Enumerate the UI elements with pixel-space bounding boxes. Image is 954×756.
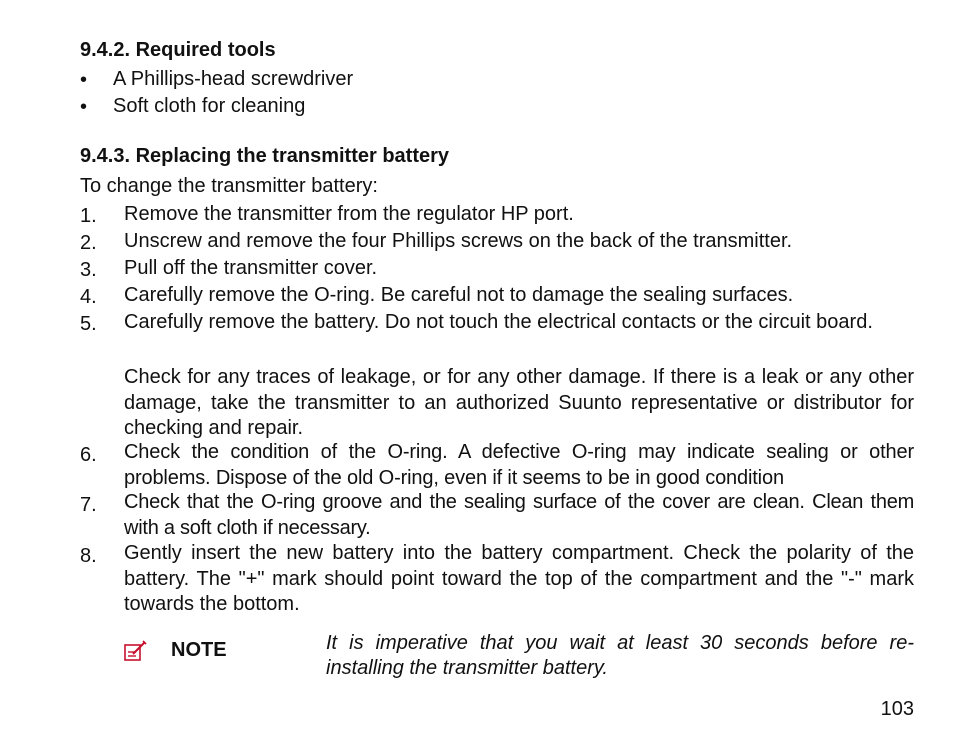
step-continuation-text: Check for any traces of leakage, or for any other damage. If there is a leak or any other damage, take the transmitter to an authorized Suunto representative or distributor for checking and repair.	[124, 366, 914, 439]
step-number: 3.	[80, 259, 97, 281]
note-icon	[124, 640, 148, 662]
step-text: Gently insert the new battery into the battery compartment. Check the polarity of the battery. The "+" mark should point toward the top of the compartment and the "-" mark towards the bottom.	[124, 542, 914, 615]
step-text: Carefully remove the battery. Do not touch the electrical contacts or the circuit board.	[124, 311, 873, 333]
section-heading-required-tools: 9.4.2. Required tools	[80, 39, 276, 61]
intro-text: To change the transmitter battery:	[80, 175, 378, 197]
bullet-marker: •	[80, 96, 88, 118]
tool-item-screwdriver: A Phillips-head screwdriver	[113, 68, 354, 90]
step-number: 6.	[80, 444, 97, 466]
note-text: It is imperative that you wait at least 30 seconds before re-installing the transmitter battery.	[326, 632, 914, 679]
bullet-marker: •	[80, 69, 88, 91]
step-number: 8.	[80, 545, 97, 567]
step-text: Pull off the transmitter cover.	[124, 257, 378, 279]
step-text: Remove the transmitter from the regulator HP port.	[124, 203, 574, 225]
page-number: 103	[880, 698, 914, 720]
step-number: 5.	[80, 313, 97, 335]
step-number: 7.	[80, 494, 97, 516]
step-number: 2.	[80, 232, 97, 254]
section-heading-replacing-battery: 9.4.3. Replacing the transmitter battery	[80, 145, 450, 167]
step-text: Check that the O-ring groove and the sealing surface of the cover are clean. Clean them with a soft cloth if necessary.	[124, 491, 914, 539]
note-label: NOTE	[171, 639, 227, 661]
step-number: 1.	[80, 205, 97, 227]
tool-item-cloth: Soft cloth for cleaning	[113, 95, 306, 117]
step-text: Carefully remove the O-ring. Be careful not to damage the sealing surfaces.	[124, 284, 794, 306]
step-number: 4.	[80, 286, 97, 308]
step-text: Unscrew and remove the four Phillips screws on the back of the transmitter.	[124, 230, 793, 252]
step-text: Check the condition of the O-ring. A defective O-ring may indicate sealing or other problems. Dispose of the old O-ring, even if it seems to be in good condition	[124, 441, 914, 489]
